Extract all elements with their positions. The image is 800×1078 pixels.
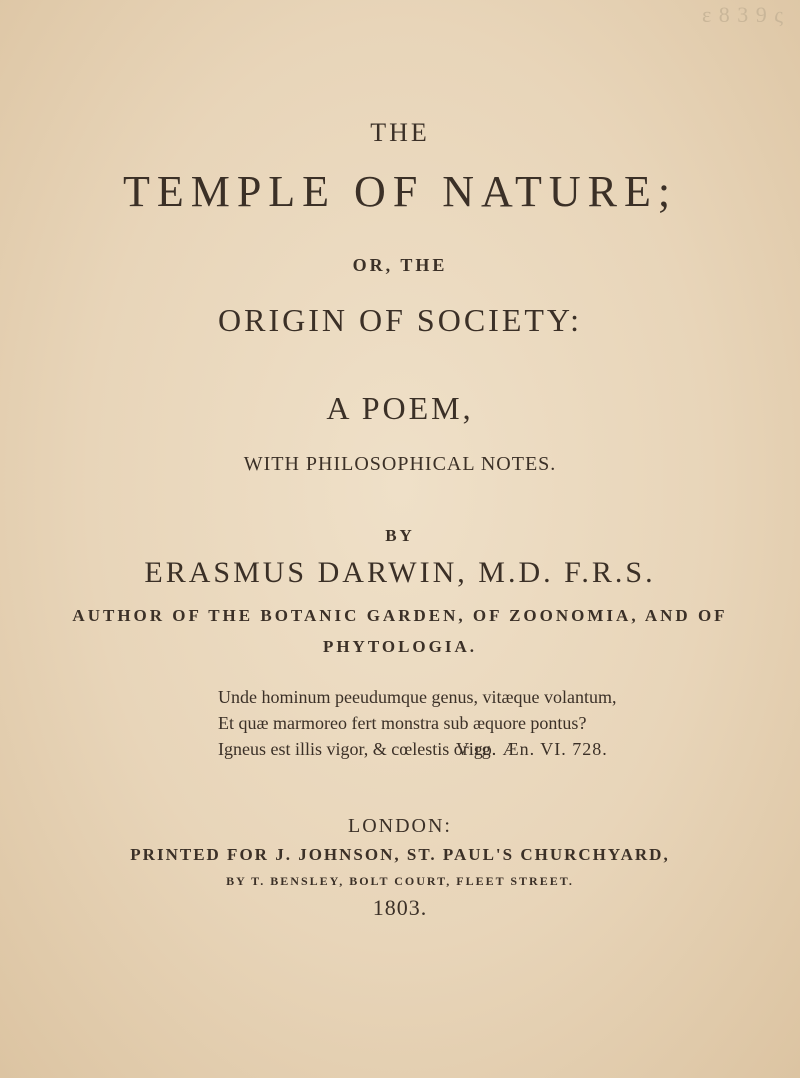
philosophical-notes: WITH PHILOSOPHICAL NOTES.: [243, 453, 557, 475]
author-works-line-2: PHYTOLOGIA.: [322, 637, 478, 656]
imprint-year: 1803.: [372, 895, 428, 920]
or-the: OR, THE: [352, 255, 448, 275]
epigraph-citation: Virg. Æn. VI. 728.: [456, 739, 608, 759]
epigraph-line: Igneus est illis vigor, & cœlestis origo.: [218, 739, 497, 759]
imprint-printer: BY T. BENSLEY, BOLT COURT, FLEET STREET.: [226, 874, 574, 888]
epigraph-line: Et quæ marmoreo fert monstra sub æquore pontus?: [218, 713, 587, 733]
epigraph-line: Unde hominum peeudumque genus, vitæque volantum,: [218, 687, 617, 707]
imprint-printed-for: PRINTED FOR J. JOHNSON, ST. PAUL'S CHURCHYARD,: [130, 845, 670, 864]
a-poem: A POEM,: [326, 390, 474, 426]
imprint-city: LONDON:: [348, 815, 452, 837]
by-line: BY: [385, 526, 415, 545]
shelfmark-handwriting: ɛ 8 3 9 ς: [702, 2, 784, 27]
author-name: ERASMUS DARWIN, M.D. F.R.S.: [144, 556, 656, 589]
main-title: TEMPLE OF NATURE;: [122, 167, 678, 216]
subtitle: ORIGIN OF SOCIETY:: [218, 302, 582, 338]
epigraph: [218, 684, 638, 762]
title-the: THE: [370, 118, 430, 147]
author-works-line-1: AUTHOR OF THE BOTANIC GARDEN, OF ZOONOMIA, AND OF: [72, 606, 728, 625]
